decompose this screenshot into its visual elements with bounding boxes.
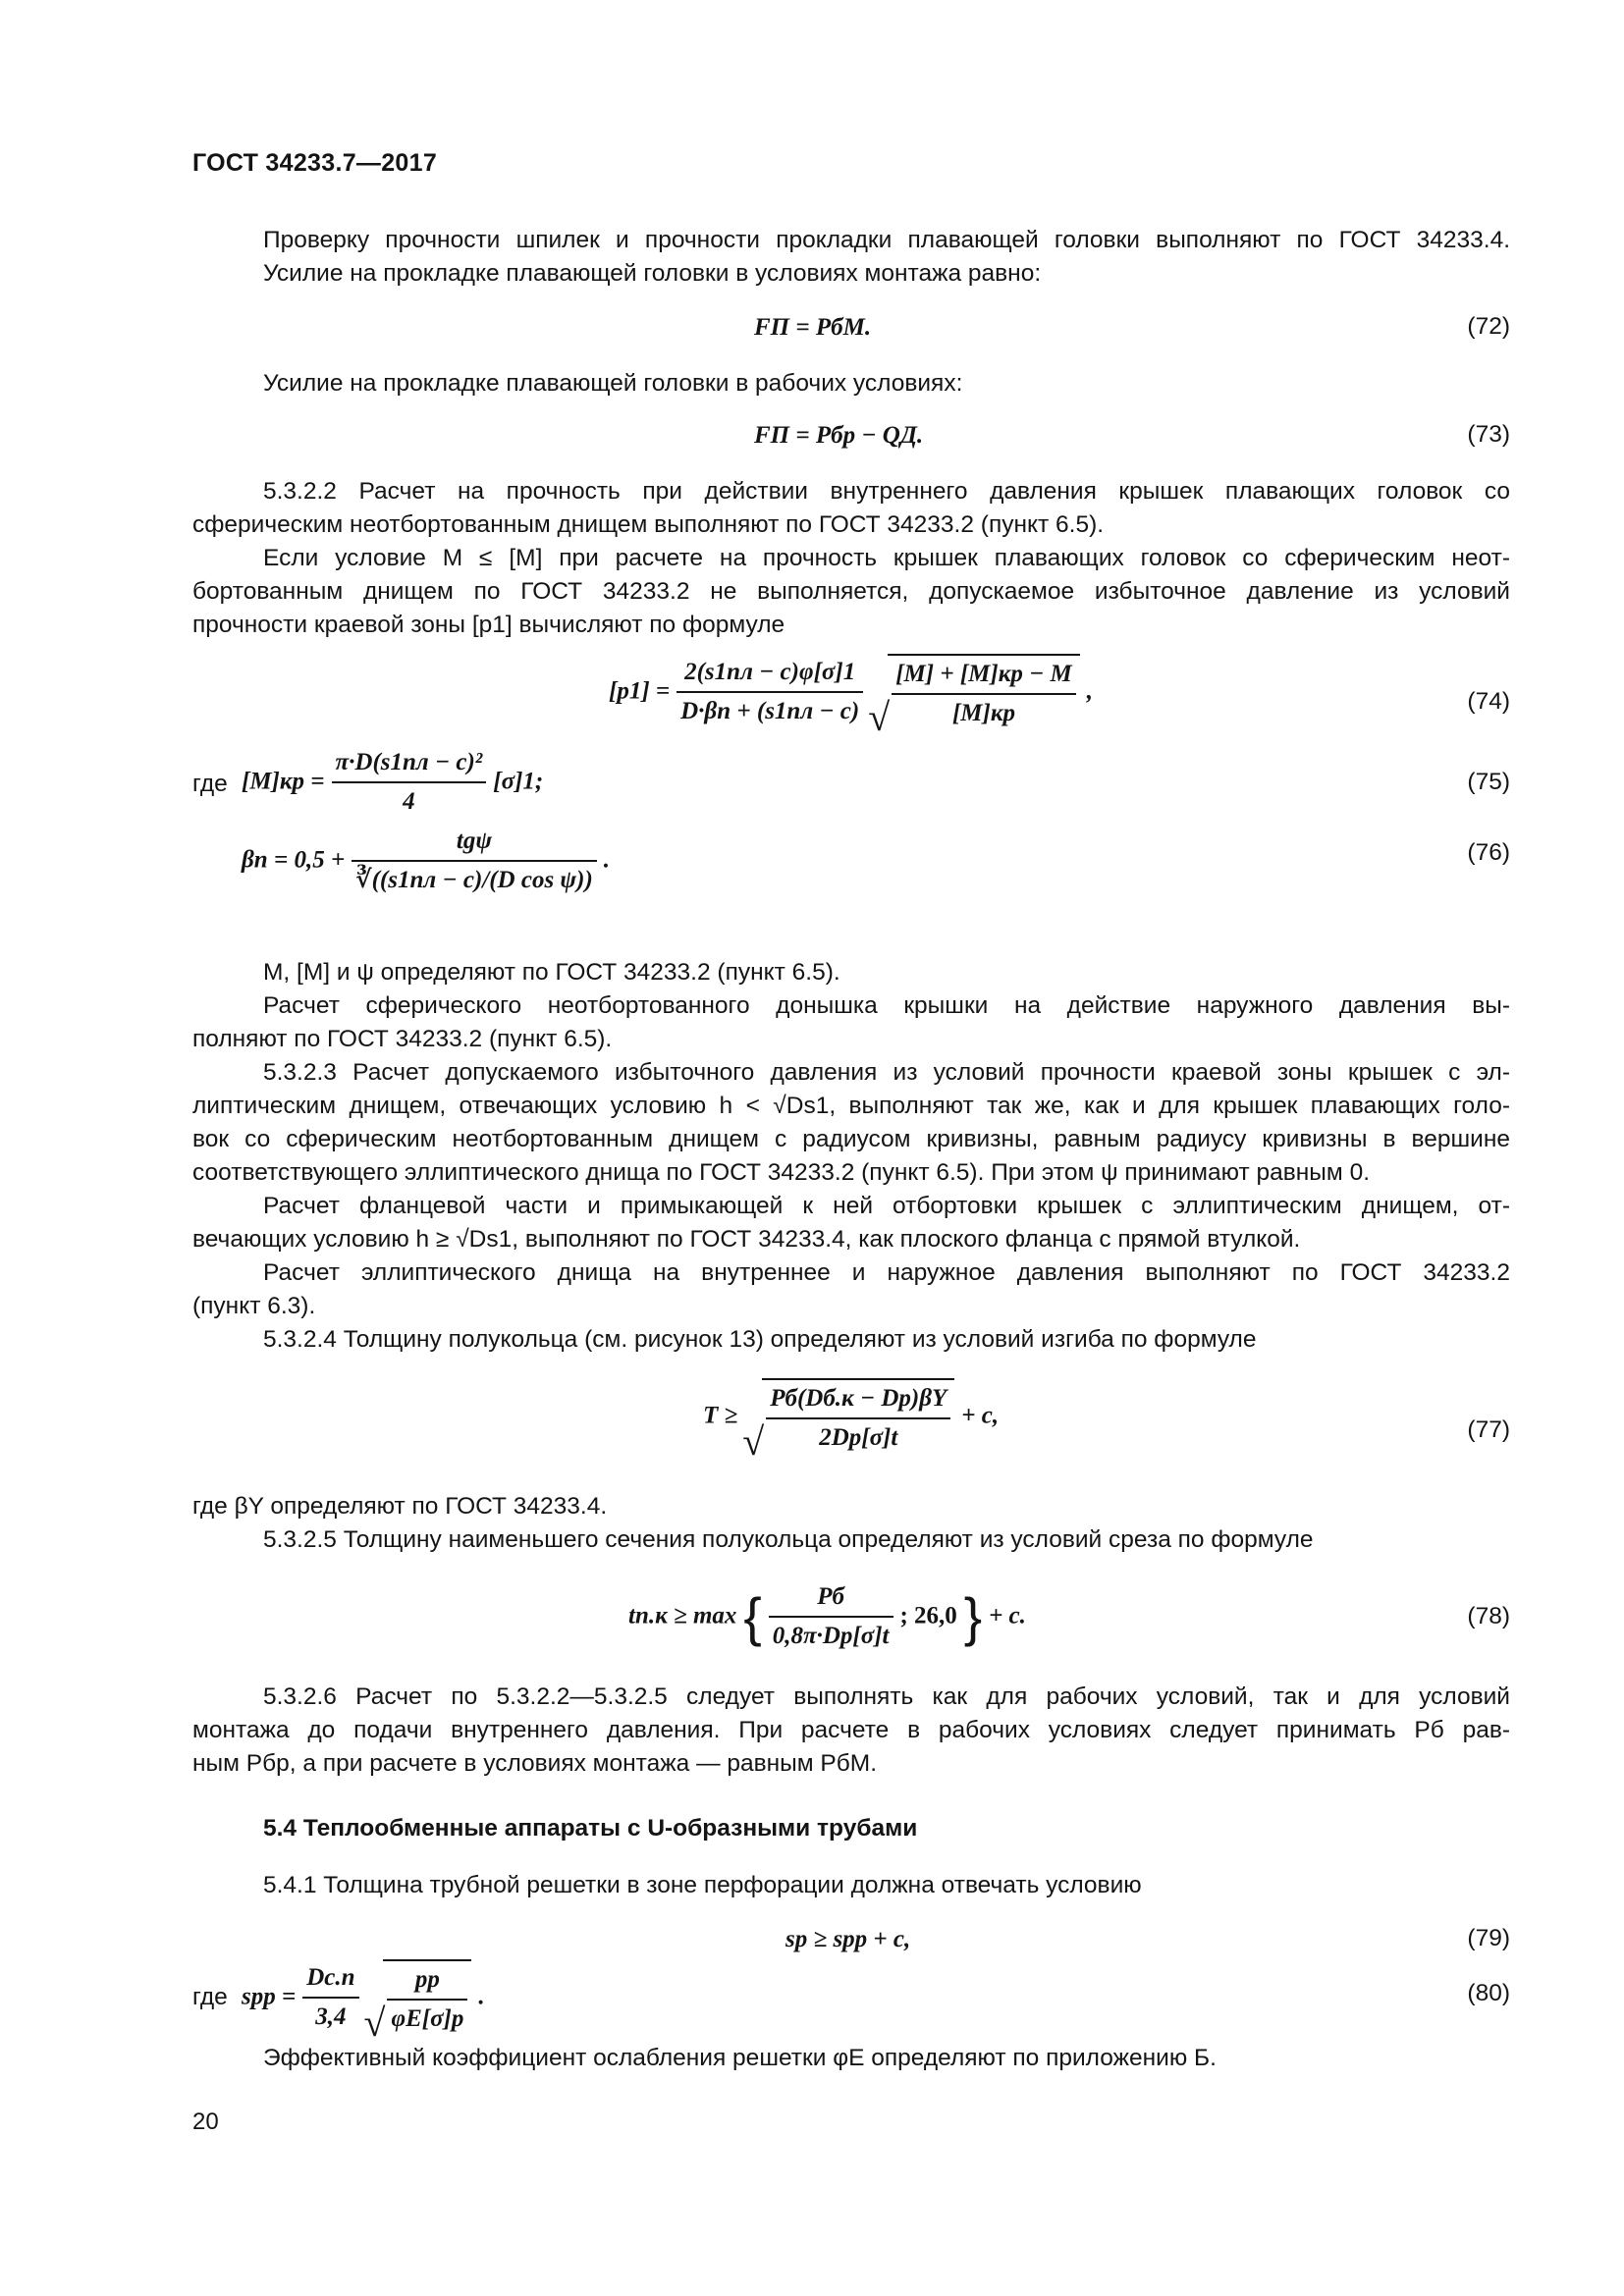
equation-number: (72) bbox=[1467, 313, 1510, 340]
equation-number: (80) bbox=[1467, 1980, 1510, 2006]
paragraph-line: полняют по ГОСТ 34233.2 (пункт 6.5). bbox=[192, 1026, 613, 1052]
equation-75-tail: [σ]1; bbox=[493, 768, 544, 795]
equation-73-body: FП = Pбр − QД. bbox=[754, 422, 924, 449]
paragraph-line: липтическим днищем, отвечающих условию h < √Ds1, выполняют так же, как и для крышек плавающих голо- bbox=[192, 1093, 1510, 1119]
fraction-denominator: [M]кр bbox=[951, 700, 1015, 726]
fraction-numerator: tgψ bbox=[352, 825, 597, 862]
equation-77 bbox=[703, 1378, 999, 1455]
fraction-numerator: √ [M] + [M]кр − M bbox=[892, 658, 1076, 695]
equation-77-tail: + c, bbox=[961, 1402, 1000, 1429]
paragraph-line: (пункт 6.3). bbox=[192, 1293, 316, 1319]
equation-number: (74) bbox=[1467, 688, 1510, 715]
document-header: ГОСТ 34233.7—2017 bbox=[192, 149, 438, 177]
paragraph-line: вок со сферическим неотбортованным днищем с радиусом кривизны, равным радиусу кривизны в вершине bbox=[192, 1126, 1510, 1152]
fraction-denominator: 2Dр[σ]t bbox=[819, 1424, 898, 1451]
paragraph-line: Расчет сферического неотбортованного донышка крышки на действие наружного давления вы- bbox=[263, 992, 1510, 1019]
fraction-denominator: 0,8π·Dр[σ]t bbox=[772, 1623, 890, 1649]
paragraph-line: Расчет эллиптического днища на внутреннее и наружное давления выполняют по ГОСТ 34233.2 bbox=[263, 1259, 1510, 1286]
where-label: где bbox=[192, 771, 228, 797]
root-fraction bbox=[892, 658, 1076, 730]
equation-78 bbox=[628, 1580, 1026, 1653]
paragraph-line: ным Pбр, а при расчете в условиях монтажа — равным PбМ. bbox=[192, 1750, 878, 1777]
paragraph-line: Если условие M ≤ [M] при расчете на прочность крышек плавающих головок со сферическим неот- bbox=[263, 545, 1510, 571]
paragraph-line: 5.3.2.5 Толщину наименьшего сечения полукольца определяют из условий среза по формуле bbox=[263, 1526, 1314, 1553]
equation-76-fraction bbox=[352, 825, 597, 897]
root-fraction bbox=[766, 1382, 950, 1455]
equation-78-mid: ; 26,0 bbox=[899, 1602, 957, 1629]
equation-number: (78) bbox=[1467, 1603, 1510, 1629]
paragraph-line: где βY определяют по ГОСТ 34233.4. bbox=[192, 1493, 608, 1520]
paragraph-line: Проверку прочности шпилек и прочности прокладки плавающей головки выполняют по ГОСТ 34233.4. bbox=[263, 227, 1510, 253]
paragraph-line: 5.3.2.4 Толщину полукольца (см. рисунок 13) определяют из условий изгиба по формуле bbox=[263, 1326, 1257, 1353]
fraction-denominator: 4 bbox=[403, 788, 415, 815]
equation-number: (79) bbox=[1467, 1925, 1510, 1951]
paragraph-line: 5.3.2.2 Расчет на прочность при действии внутреннего давления крышек плавающих головок со bbox=[263, 478, 1510, 505]
fraction-numerator: √ pр bbox=[387, 1963, 467, 2001]
root-fraction bbox=[387, 1963, 467, 2036]
equation-74-lhs: [p1] = bbox=[609, 677, 671, 705]
page-number: 20 bbox=[192, 2109, 219, 2135]
equation-76-tail: . bbox=[603, 846, 610, 874]
equation-72 bbox=[754, 310, 871, 345]
paragraph-line: 5.4.1 Толщина трубной решетки в зоне перфорации должна отвечать условию bbox=[263, 1872, 1142, 1898]
fraction-numerator: π·D(s1пл − c)² bbox=[332, 746, 487, 783]
fraction-numerator: √ Pб(Dб.к − Dр)βY bbox=[766, 1382, 950, 1419]
left-brace: { bbox=[743, 1586, 762, 1647]
equation-74-tail: , bbox=[1086, 677, 1093, 705]
paragraph-line: Усилие на прокладке плавающей головки в условиях монтажа равно: bbox=[263, 260, 1042, 287]
equation-75 bbox=[242, 746, 543, 819]
paragraph-line: соответствующего эллиптического днища по ГОСТ 34233.2 (пункт 6.5). При этом ψ принимают равным 0. bbox=[192, 1159, 1371, 1186]
equation-77-root bbox=[762, 1378, 954, 1455]
equation-77-lhs: T ≥ bbox=[703, 1402, 738, 1429]
fraction-denominator: D·βп + (s1пл − c) bbox=[680, 698, 860, 724]
fraction-numerator: Dс.п bbox=[302, 1961, 358, 1999]
equation-78-fraction bbox=[769, 1580, 893, 1653]
fraction-denominator: φE[σ]р bbox=[391, 2005, 464, 2032]
equation-80 bbox=[242, 1959, 485, 2036]
section-heading: 5.4 Теплообменные аппараты с U-образными трубами bbox=[263, 1815, 918, 1842]
equation-number: (76) bbox=[1467, 839, 1510, 866]
equation-79-body: sр ≥ sрр + c, bbox=[785, 1926, 911, 1952]
equation-72-body: FП = PбМ. bbox=[754, 314, 872, 341]
fraction-denominator: 3,4 bbox=[315, 2003, 347, 2030]
paragraph-line: вечающих условию h ≥ √Ds1, выполняют по ГОСТ 34233.4, как плоского фланца с прямой втулкой. bbox=[192, 1226, 1301, 1253]
paragraph-line: 5.3.2.6 Расчет по 5.3.2.2—5.3.2.5 следует выполнять как для рабочих условий, так и для условий bbox=[263, 1683, 1510, 1710]
equation-80-tail: . bbox=[478, 1983, 485, 2010]
equation-80-root bbox=[383, 1959, 471, 2036]
paragraph-line: M, [M] и ψ определяют по ГОСТ 34233.2 (пункт 6.5). bbox=[263, 959, 840, 986]
paragraph-line: 5.3.2.3 Расчет допускаемого избыточного давления из условий прочности краевой зоны крышек с эл- bbox=[263, 1059, 1510, 1086]
paragraph-line: бортованным днищем по ГОСТ 34233.2 не выполняется, допускаемое избыточное давление из условий bbox=[192, 578, 1510, 605]
fraction-numerator: 2(s1пл − c)φ[σ]1 bbox=[677, 656, 863, 693]
equation-80-lhs: sрр = bbox=[242, 1983, 297, 2010]
equation-number: (77) bbox=[1467, 1416, 1510, 1443]
equation-79 bbox=[785, 1922, 910, 1956]
equation-75-fraction bbox=[332, 746, 487, 819]
equation-74-root bbox=[888, 654, 1080, 730]
equation-number: (75) bbox=[1467, 769, 1510, 795]
paragraph-line: Усилие на прокладке плавающей головки в рабочих условиях: bbox=[263, 370, 963, 397]
paragraph-line: Расчет фланцевой части и примыкающей к ней отбортовки крышек с эллиптическим днищем, от- bbox=[263, 1193, 1510, 1219]
equation-74-fraction bbox=[677, 656, 863, 728]
fraction-denominator: ∛((s1пл − c)/(D cos ψ)) bbox=[355, 867, 593, 893]
paragraph-line: Эффективный коэффициент ослабления решетки φE определяют по приложению Б. bbox=[263, 2045, 1217, 2071]
equation-80-fraction bbox=[302, 1961, 358, 2034]
equation-75-lhs: [M]кр = bbox=[242, 768, 325, 795]
paragraph-line: монтажа до подачи внутреннего давления. При расчете в рабочих условиях следует принимать Pб рав- bbox=[192, 1717, 1510, 1743]
paragraph-line: сферическим неотбортованным днищем выполняют по ГОСТ 34233.2 (пункт 6.5). bbox=[192, 511, 1105, 538]
equation-74 bbox=[609, 654, 1093, 730]
equation-number: (73) bbox=[1467, 421, 1510, 448]
equation-78-tail: + c. bbox=[989, 1602, 1026, 1629]
paragraph-line: прочности краевой зоны [p1] вычисляют по формуле bbox=[192, 612, 785, 638]
where-label: где bbox=[192, 1984, 228, 2010]
equation-76-lhs: βп = 0,5 + bbox=[242, 846, 346, 874]
equation-76 bbox=[242, 825, 610, 897]
right-brace: } bbox=[963, 1586, 983, 1647]
fraction-numerator: Pб bbox=[769, 1580, 893, 1618]
equation-73 bbox=[754, 418, 923, 453]
equation-78-lhs: tп.к ≥ max bbox=[628, 1602, 737, 1629]
